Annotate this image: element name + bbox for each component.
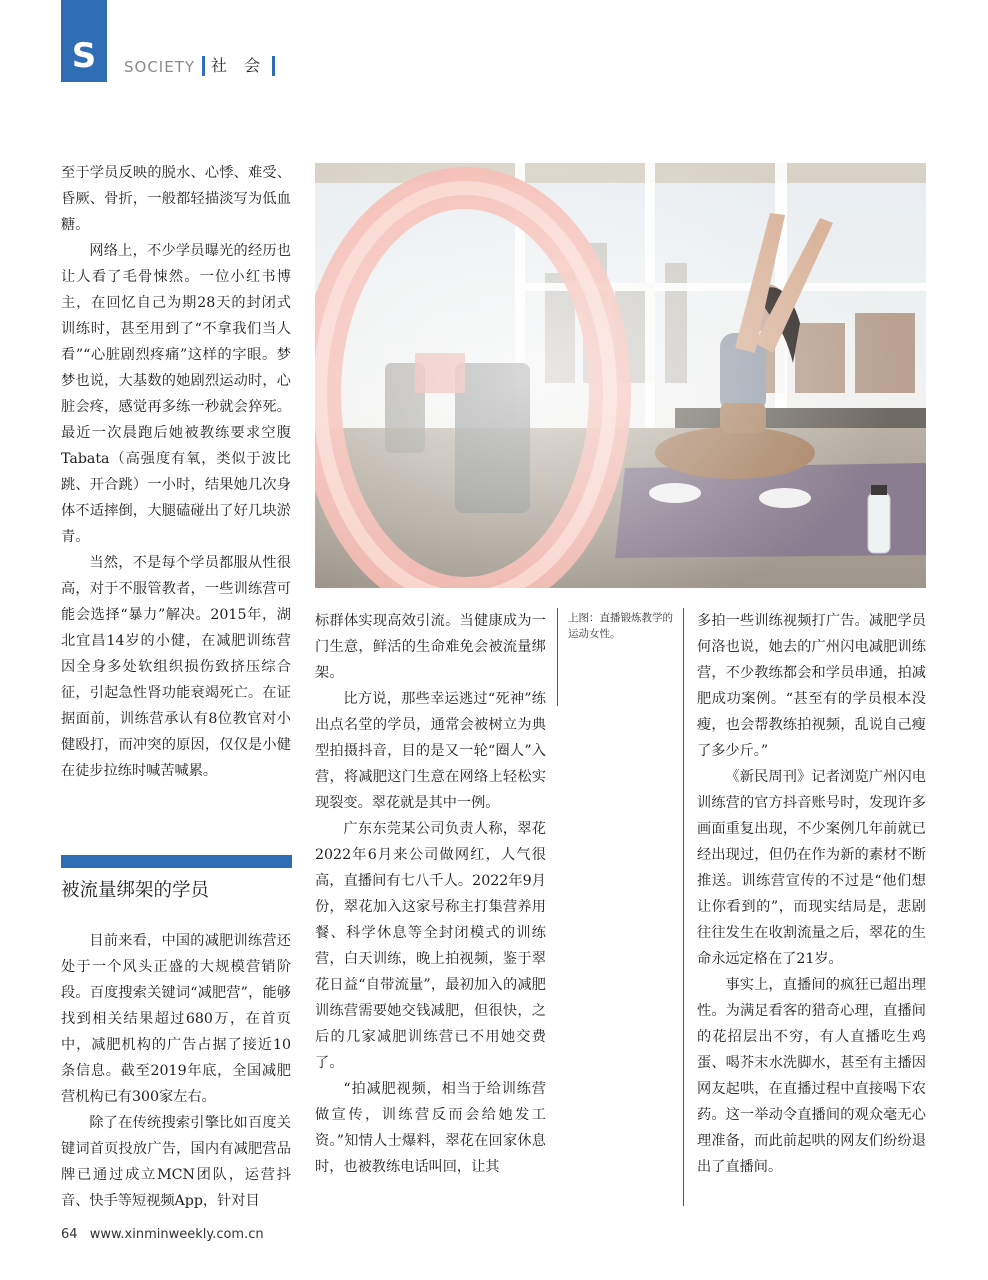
paragraph: 比方说，那些幸运逃过“死神”练出点名堂的学员，通常会被树立为典型拍摄抖音，目的是又一轮“圈人”入营，将减肥这门生意在网络上轻松实现裂变。翠花就是其中一例。: [315, 691, 546, 811]
section-title-en: SOCIETY: [124, 58, 196, 76]
article-column-2: [315, 608, 546, 1180]
section-tab: [61, 0, 107, 82]
photo-caption: 上图：直播锻炼教学的运动女性。: [568, 612, 673, 640]
subheading-bar: [61, 855, 292, 868]
article-column-1-bottom: [61, 928, 291, 1214]
paragraph: 目前来看，中国的减肥训练营还处于一个风头正盛的大规模营销阶段。百度搜索关键词“减肥营”，能够找到相关结果超过680万，在首页中，减肥机构的广告占据了接近10条信息。截至2019年底，全国减肥营机构已有300家左右。: [61, 933, 291, 1105]
page-footer: [61, 1227, 264, 1242]
paragraph: 《新民周刊》记者浏览广州闪电训练营的官方抖音账号时，发现许多画面重复出现，不少案例几年前就已经出现过，但仍在作为新的素材不断推送。训练营宣传的不过是“他们想让你看到的”，而现实结局是，悲剧往往发生在收割流量之后，翠花的生命永远定格在了21岁。: [697, 769, 926, 967]
paragraph: 至于学员反映的脱水、心悸、难受、昏厥、骨折，一般都轻描淡写为低血糖。: [61, 165, 291, 233]
section-letter: S: [71, 36, 97, 76]
paragraph: 当然，不是每个学员都服从性很高，对于不服管教者，一些训练营可能会选择“暴力”解决。2015年，湖北宜昌14岁的小健，在减肥训练营因全身多处软组织损伤致挤压综合征，引起急性肾功能衰竭死亡。在证据面前，训练营承认有8位教官对小健殴打，而冲突的原因，仅仅是小健在徒步拉练时喊苦喊累。: [61, 555, 291, 779]
paragraph: 标群体实现高效引流。当健康成为一门生意，鲜活的生命难免会被流量绑架。: [315, 613, 546, 681]
article-column-1-top: [61, 160, 291, 784]
article-column-4: [697, 608, 926, 1180]
article-photo: [315, 163, 926, 588]
paragraph: “拍减肥视频，相当于给训练营做宣传，训练营反而会给她发工资。”知情人士爆料，翠花在回家休息时，也被教练电话叫回，让其: [315, 1081, 546, 1175]
paragraph: 多拍一些训练视频打广告。减肥学员何洛也说，她去的广州闪电减肥训练营，不少教练都会和学员串通，拍减肥成功案例。“甚至有的学员根本没瘦，也会帮教练拍视频，乱说自己瘦了多少斤。”: [697, 613, 926, 759]
website-link[interactable]: www.xinminweekly.com.cn: [89, 1227, 264, 1242]
paragraph: 除了在传统搜索引擎比如百度关键词首页投放广告，国内有减肥营品牌已通过成立MCN团队，运营抖音、快手等短视频App，针对目: [61, 1115, 291, 1209]
paragraph: 网络上，不少学员曝光的经历也让人看了毛骨悚然。一位小红书博主，在回忆自己为期28天的封闭式训练时，甚至用到了“不拿我们当人看”“心脏剧烈疼痛”这样的字眼。梦梦也说，大基数的她剧烈运动时，心脏会疼，感觉再多练一秒就会猝死。最近一次晨跑后她被教练要求空腹Tabata（高强度有氧，类似于波比跳、开合跳）一小时，结果她几次身体不适摔倒，大腿磕碰出了好几块淤青。: [61, 243, 291, 545]
caption-divider: [557, 608, 558, 706]
page-number: 64: [61, 1227, 78, 1242]
subheading: 被流量绑架的学员: [61, 880, 210, 901]
section-title-cn: 社 会: [202, 56, 275, 76]
column-divider: [683, 608, 684, 1206]
livestream-workout-photo: [315, 163, 926, 588]
paragraph: 事实上，直播间的疯狂已超出理性。为满足看客的猎奇心理，直播间的花招层出不穷，有人直播吃生鸡蛋、喝芥末水洗脚水，甚至有主播因网友起哄，在直播过程中直接喝下农药。这一举动令直播间的观众毫无心理准备，而此前起哄的网友们纷纷退出了直播间。: [697, 977, 926, 1175]
paragraph: 广东东莞某公司负责人称，翠花2022年6月来公司做网红，人气很高，直播间有七八千人。2022年9月份，翠花加入这家号称主打集营养用餐、科学休息等全封闭模式的训练营，白天训练，晚上拍视频，鉴于翠花日益“自带流量”，最初加入的减肥训练营需要她交钱减肥，但很快，之后的几家减肥训练营已不用她交费了。: [315, 821, 546, 1071]
